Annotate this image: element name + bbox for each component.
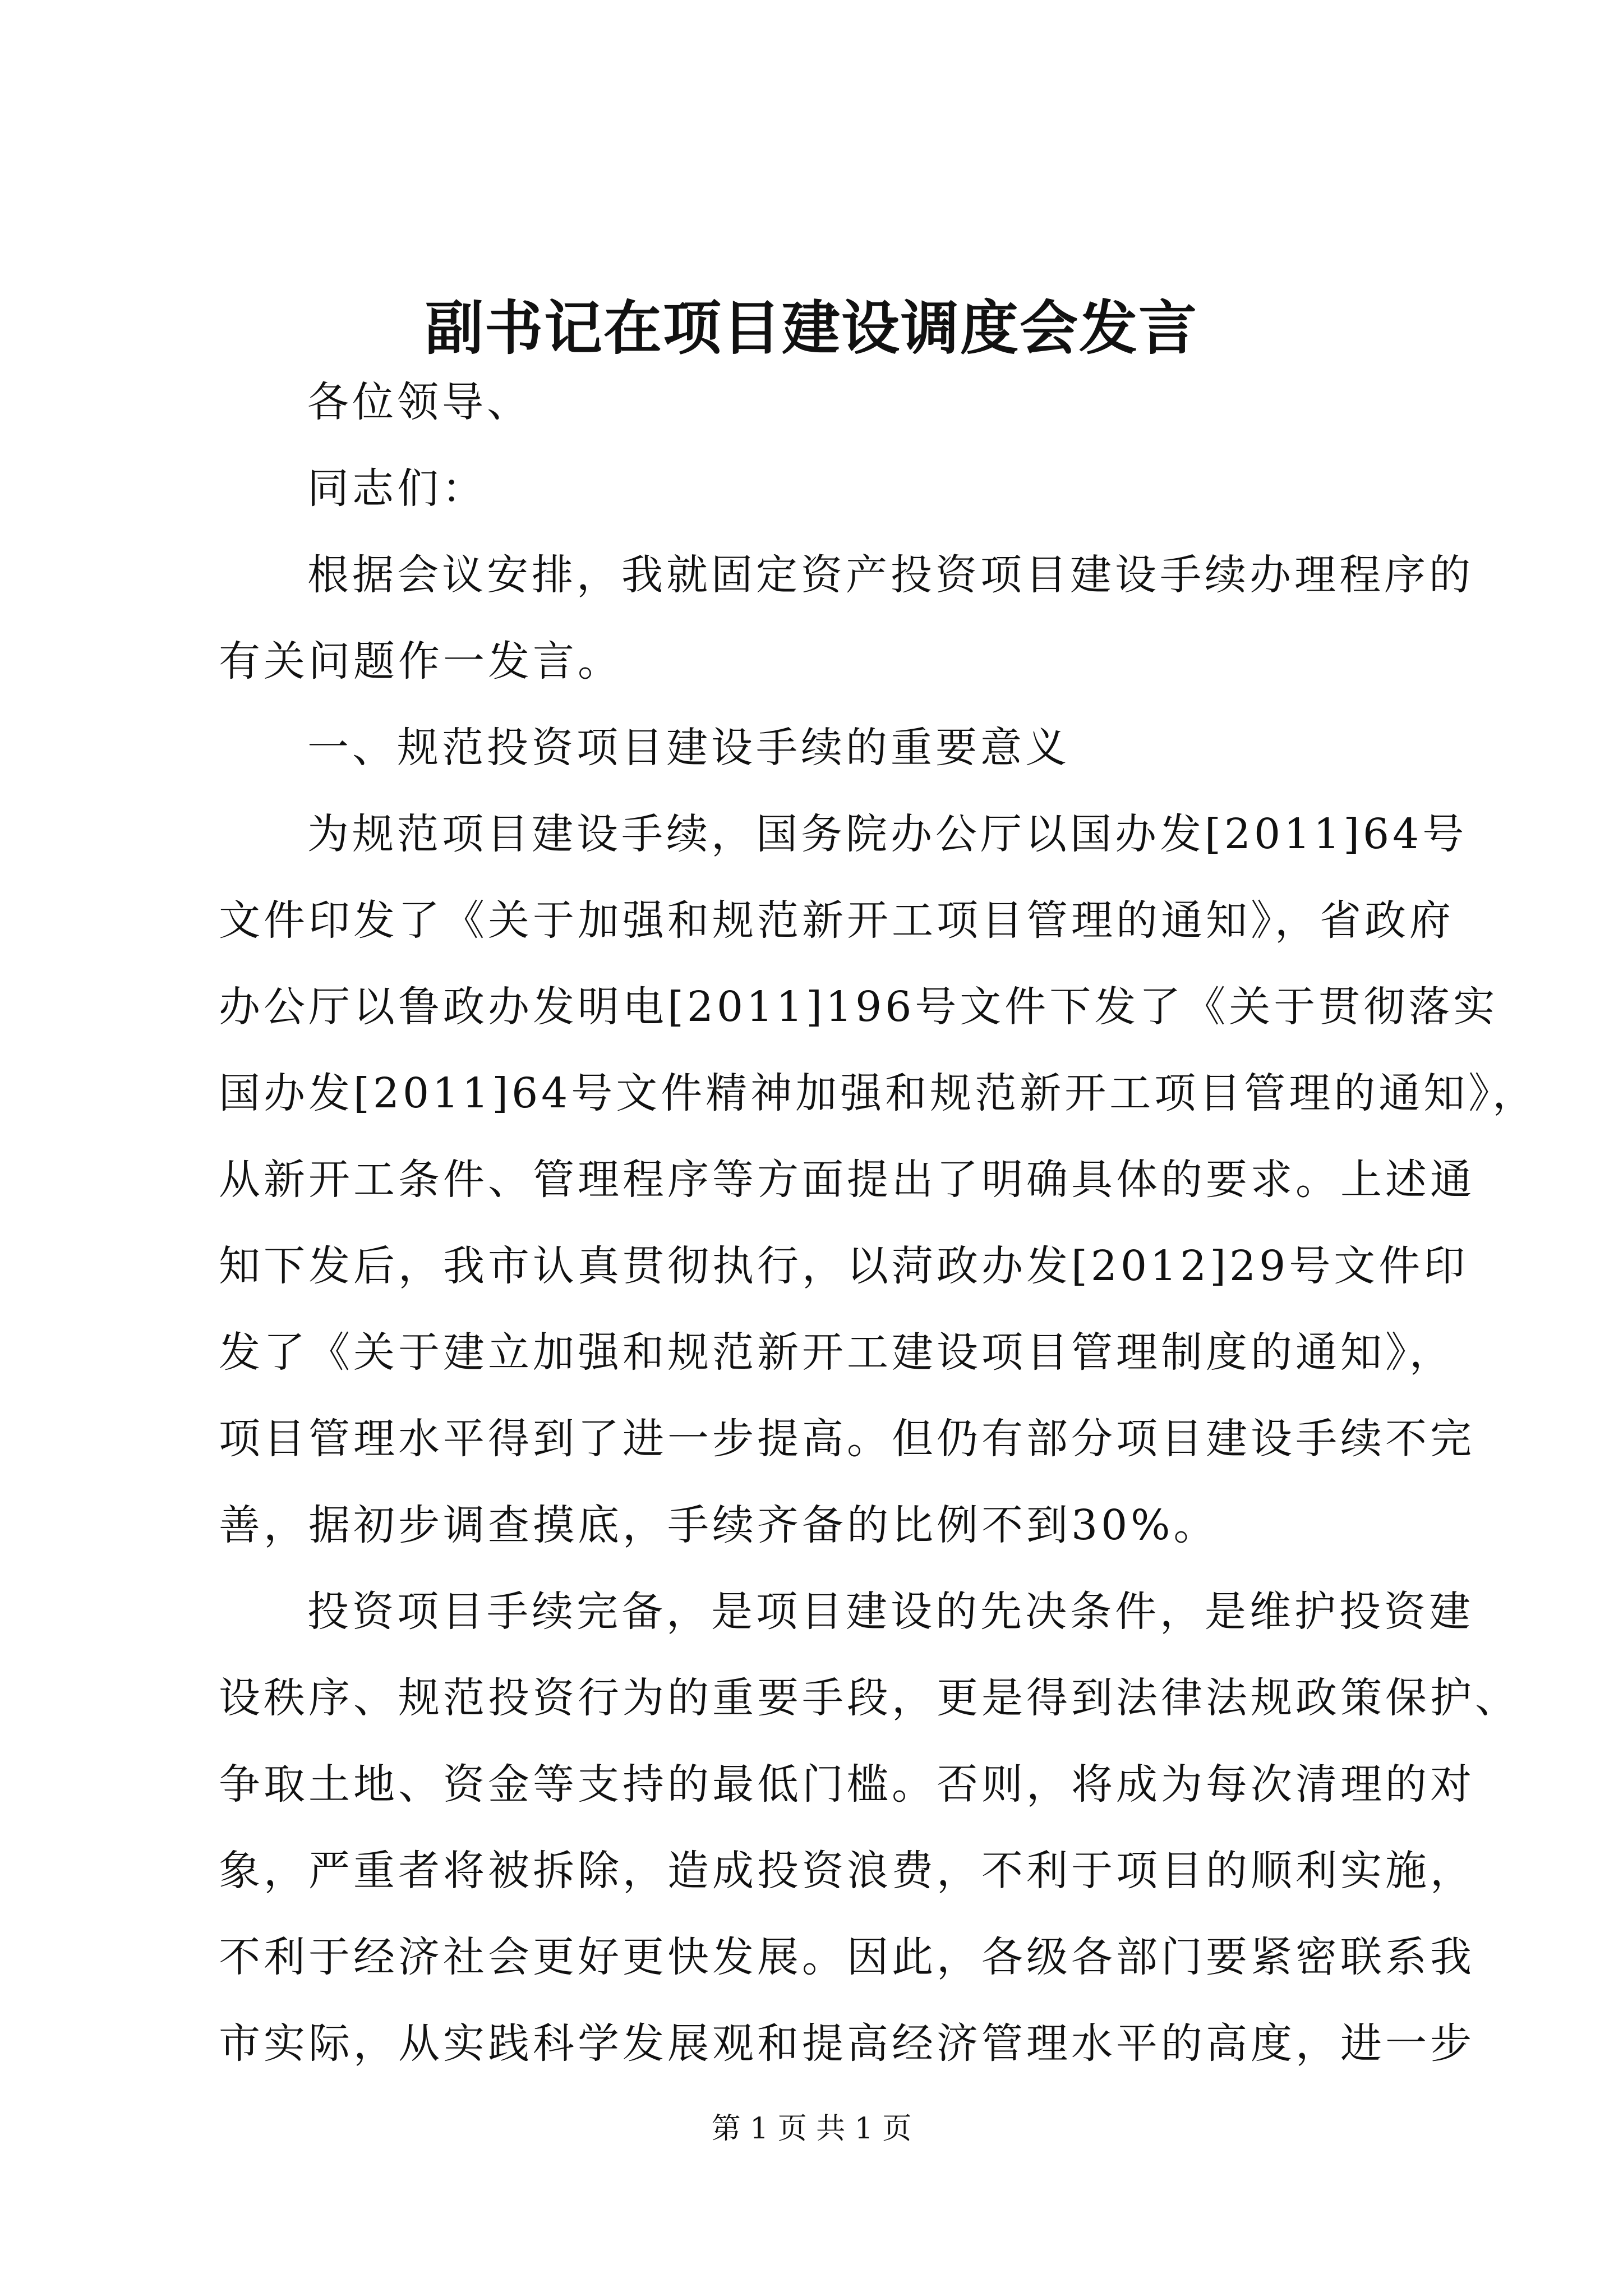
- body-line: 不利于经济社会更好更快发展。因此，各级各部门要紧密联系我: [219, 1933, 1475, 1981]
- body-line: 设秩序、规范投资行为的重要手段，更是得到法律法规政策保护、: [219, 1674, 1520, 1722]
- body-line: 象，严重者将被拆除，造成投资浪费，不利于项目的顺利实施，: [219, 1847, 1475, 1895]
- body-line: 知下发后，我市认真贯彻执行，以菏政办发[2012]29号文件印: [219, 1242, 1469, 1290]
- body-line: 项目管理水平得到了进一步提高。但仍有部分项目建设手续不完: [219, 1415, 1475, 1463]
- body-line: 有关问题作一发言。: [219, 637, 623, 685]
- document-title: 副书记在项目建设调度会发言: [425, 293, 1198, 362]
- body-line: 发了《关于建立加强和规范新开工建设项目管理制度的通知》，: [219, 1328, 1454, 1377]
- body-line: 市实际，从实践科学发展观和提高经济管理水平的高度，进一步: [219, 2019, 1475, 2068]
- body-line: 投资项目手续完备，是项目建设的先决条件，是维护投资建: [307, 1588, 1474, 1636]
- body-line: 各位领导、: [307, 378, 532, 426]
- body-line: 善，据初步调查摸底，手续齐备的比例不到30%。: [219, 1501, 1219, 1549]
- document-body: [219, 359, 1538, 2087]
- body-line: 根据会议安排，我就固定资产投资项目建设手续办理程序的: [307, 551, 1474, 599]
- body-line: 同志们：: [307, 464, 487, 513]
- body-line: 文件印发了《关于加强和规范新开工项目管理的通知》，省政府: [219, 896, 1454, 945]
- body-line: 为规范项目建设手续，国务院办公厅以国办发[2011]64号: [307, 810, 1468, 858]
- body-line: 办公厅以鲁政办发明电[2011]196号文件下发了《关于贯彻落实: [219, 983, 1498, 1031]
- page-footer: 第 1 页 共 1 页: [711, 2112, 912, 2146]
- body-line: 一、规范投资项目建设手续的重要意义: [307, 724, 1070, 772]
- body-line: 从新开工条件、管理程序等方面提出了明确具体的要求。上述通: [219, 1156, 1475, 1204]
- body-line: 国办发[2011]64号文件精神加强和规范新开工项目管理的通知》，: [219, 1069, 1538, 1117]
- body-line: 争取土地、资金等支持的最低门槛。否则，将成为每次清理的对: [219, 1760, 1475, 1809]
